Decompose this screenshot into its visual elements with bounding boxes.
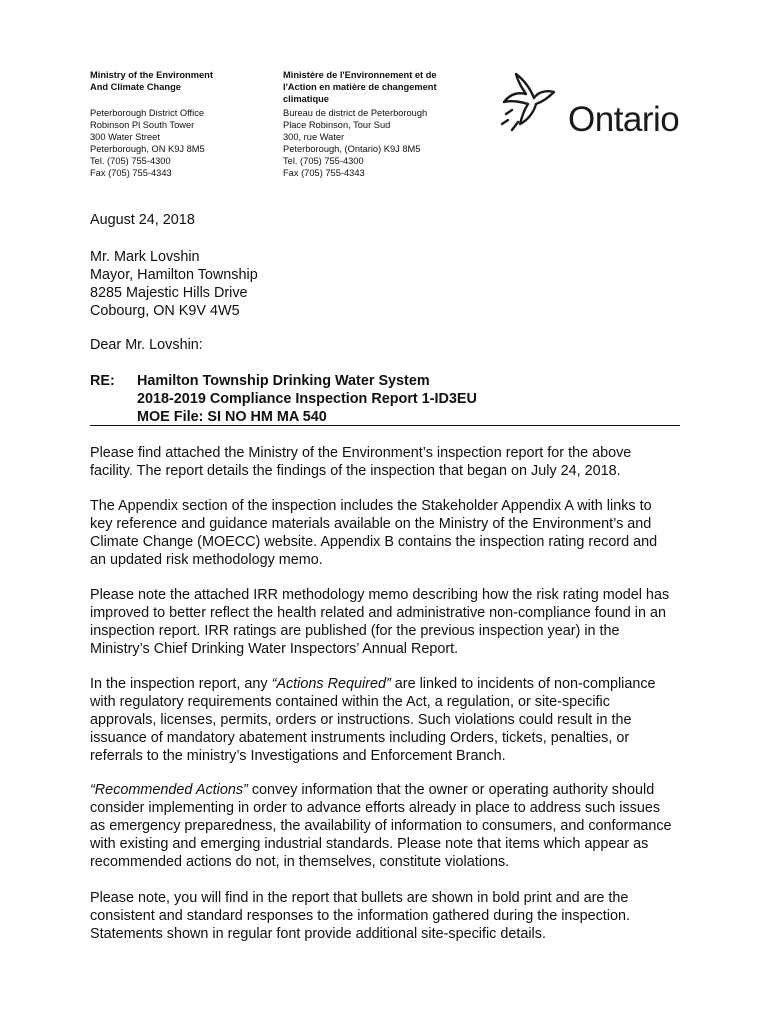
office-fax: Fax (705) 755-4343 (90, 168, 172, 178)
ontario-wordmark: Ontario (568, 100, 680, 139)
text-run: In the inspection report, any (90, 676, 272, 692)
bureau-name: Bureau de district de Peterborough (283, 108, 428, 118)
paragraph-line: Climate Change (MOECC) website. Appendix B contains the inspection rating record and (90, 534, 658, 550)
bureau-street1: Place Robinson, Tour Sud (283, 120, 391, 130)
salutation: Dear Mr. Lovshin: (90, 337, 203, 353)
paragraph-line: key reference and guidance materials available on the Ministry of the Environment’s and (90, 516, 652, 532)
paragraph-line: facility. The report details the findings of the inspection that began on July 24, 2018. (90, 463, 621, 479)
address-line: 8285 Majestic Hills Drive (90, 285, 248, 301)
ministry-name-line2: And Climate Change (90, 82, 181, 92)
paragraph-3 (90, 586, 710, 658)
paragraph-1 (90, 444, 710, 480)
subject-lines (137, 372, 687, 426)
paragraph-line: Please note the attached IRR methodology memo describing how the risk rating model has (90, 587, 670, 603)
address-line: Cobourg, ON K9V 4W5 (90, 303, 240, 319)
subject-divider (90, 425, 680, 426)
letterhead-french (283, 69, 483, 179)
bureau-street2: 300, rue Water (283, 132, 345, 142)
office-street1: Robinson Pl South Tower (90, 120, 195, 130)
ministere-line1: Ministère de l'Environnement et de (283, 70, 437, 80)
paragraph-line: issuance of mandatory abatement instruments including Orders, tickets, penalties, or (90, 730, 630, 746)
bureau-tel: Tel. (705) 755-4300 (283, 156, 364, 166)
recommended-actions-term: “Recommended Actions” (90, 782, 248, 798)
recipient-address (90, 248, 700, 320)
subject-label: RE: (90, 373, 115, 389)
paragraph-6 (90, 889, 710, 943)
text-run: convey information that the owner or operating authority should (247, 782, 655, 798)
text-run: are linked to incidents of non-compliance (390, 676, 656, 692)
subject-line: 2018-2019 Compliance Inspection Report 1-ID3EU (137, 391, 477, 407)
paragraph-line: recommended actions do not, in themselves, constitute violations. (90, 854, 510, 870)
paragraph-line: with regulatory requirements contained within the Act, a regulation, or site-specific (90, 694, 610, 710)
paragraph-line: Please note, you will find in the report that bullets are shown in bold print and are the (90, 890, 629, 906)
actions-required-term: “Actions Required” (271, 676, 391, 692)
paragraph-line: The Appendix section of the inspection includes the Stakeholder Appendix A with links to (90, 498, 652, 514)
paragraph-2 (90, 497, 710, 569)
ministere-line3: climatique (283, 94, 329, 104)
paragraph-line: improved to better reflect the health related and administrative non-compliance found in an (90, 605, 666, 621)
paragraph-line: inspection report. IRR ratings are published (for the previous inspection year) in the (90, 623, 620, 639)
address-line: Mr. Mark Lovshin (90, 249, 200, 265)
paragraph-line (90, 781, 710, 799)
paragraph-4 (90, 675, 710, 765)
paragraph-line: referrals to the ministry’s Investigations and Enforcement Branch. (90, 748, 506, 764)
paragraph-line: consistent and standard responses to the information gathered during the inspection. (90, 908, 630, 924)
paragraph-line: Ministry’s Chief Drinking Water Inspectors’ Annual Report. (90, 641, 459, 657)
paragraph-line: Please find attached the Ministry of the Environment’s inspection report for the above (90, 445, 632, 461)
office-city: Peterborough, ON K9J 8M5 (90, 144, 205, 154)
office-street2: 300 Water Street (90, 132, 160, 142)
subject-line: MOE File: SI NO HM MA 540 (137, 409, 327, 425)
paragraph-line: as emergency preparedness, the availability of information to consumers, and conformance (90, 818, 672, 834)
paragraph-line: an updated risk methodology memo. (90, 552, 323, 568)
letter-date: August 24, 2018 (90, 212, 195, 228)
office-name: Peterborough District Office (90, 108, 205, 118)
ministry-name-line1: Ministry of the Environment (90, 70, 213, 80)
paragraph-line: consider implementing in order to advance efforts already in place to address such issues (90, 800, 661, 816)
subject-line: Hamilton Township Drinking Water System (137, 373, 430, 389)
paragraph-5 (90, 781, 710, 871)
letterhead-english (90, 69, 270, 179)
paragraph-line: approvals, licenses, permits, orders or instructions. Such violations could result in the (90, 712, 632, 728)
bureau-fax: Fax (705) 755-4343 (283, 168, 365, 178)
paragraph-line (90, 675, 710, 693)
bureau-city: Peterborough, (Ontario) K9J 8M5 (283, 144, 421, 154)
office-tel: Tel. (705) 755-4300 (90, 156, 171, 166)
ministere-line2: l'Action en matière de changement (283, 82, 437, 92)
paragraph-line: with existing and emerging industrial standards. Please note that items which appear as (90, 836, 649, 852)
address-line: Mayor, Hamilton Township (90, 267, 258, 283)
paragraph-line: Statements shown in regular font provide additional site-specific details. (90, 926, 546, 942)
